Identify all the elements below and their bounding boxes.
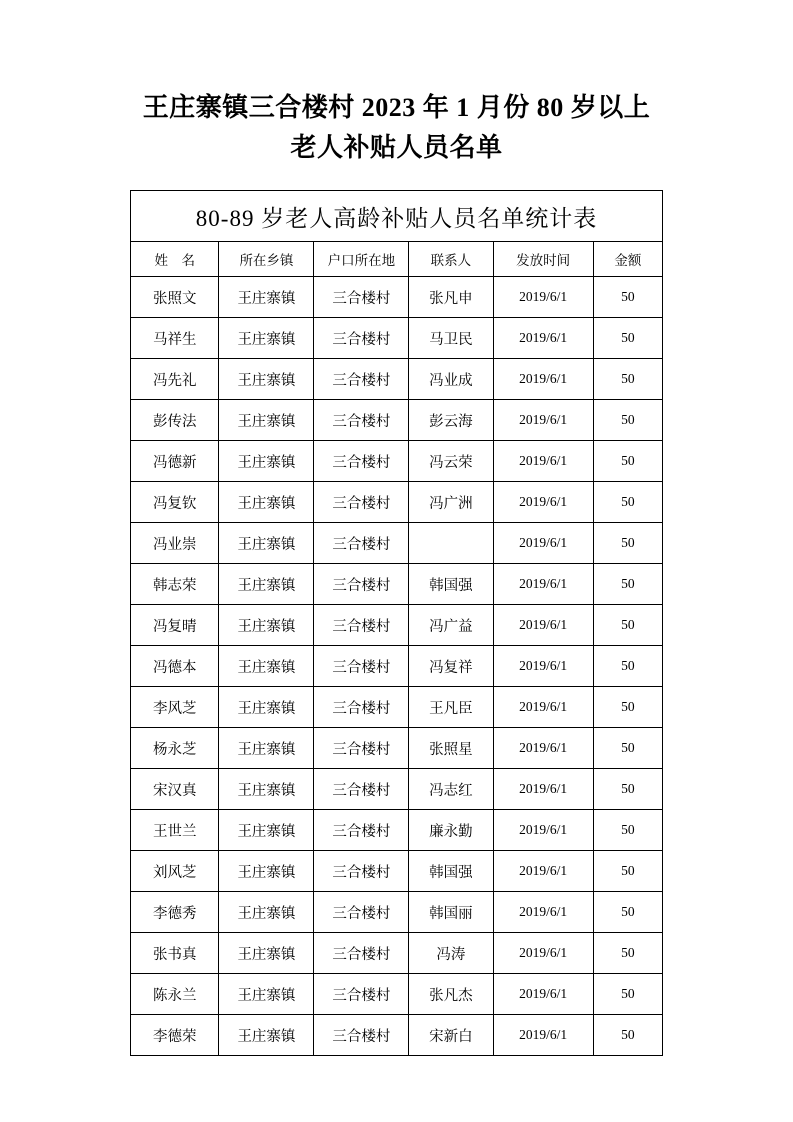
cell-amount: 50	[593, 933, 662, 974]
cell-town: 王庄寨镇	[219, 892, 314, 933]
cell-town: 王庄寨镇	[219, 974, 314, 1015]
cell-residence: 三合楼村	[314, 728, 409, 769]
cell-amount: 50	[593, 277, 662, 318]
table-body	[131, 191, 663, 1056]
cell-contact	[409, 523, 493, 564]
cell-town: 王庄寨镇	[219, 933, 314, 974]
table-row	[131, 974, 663, 1015]
column-header-amount: 金额	[593, 242, 662, 277]
table-row	[131, 728, 663, 769]
page-title-line-2: 老人补贴人员名单	[290, 133, 503, 162]
table-header-row	[131, 242, 663, 277]
table-row	[131, 605, 663, 646]
cell-town: 王庄寨镇	[219, 810, 314, 851]
column-header-town: 所在乡镇	[219, 242, 314, 277]
cell-town: 王庄寨镇	[219, 482, 314, 523]
cell-residence: 三合楼村	[314, 810, 409, 851]
cell-date: 2019/6/1	[493, 851, 593, 892]
table-row	[131, 523, 663, 564]
cell-residence: 三合楼村	[314, 277, 409, 318]
cell-contact: 韩国强	[409, 851, 493, 892]
table-row	[131, 318, 663, 359]
cell-town: 王庄寨镇	[219, 769, 314, 810]
cell-town: 王庄寨镇	[219, 728, 314, 769]
cell-name: 张照文	[131, 277, 219, 318]
cell-date: 2019/6/1	[493, 400, 593, 441]
cell-date: 2019/6/1	[493, 482, 593, 523]
cell-date: 2019/6/1	[493, 810, 593, 851]
cell-residence: 三合楼村	[314, 851, 409, 892]
cell-town: 王庄寨镇	[219, 359, 314, 400]
cell-amount: 50	[593, 523, 662, 564]
cell-name: 韩志荣	[131, 564, 219, 605]
table-row	[131, 1015, 663, 1056]
table-row	[131, 441, 663, 482]
cell-contact: 冯志红	[409, 769, 493, 810]
cell-name: 冯业崇	[131, 523, 219, 564]
table-row	[131, 564, 663, 605]
table-caption-row	[131, 191, 663, 242]
cell-residence: 三合楼村	[314, 523, 409, 564]
cell-name: 刘风芝	[131, 851, 219, 892]
cell-contact: 冯广益	[409, 605, 493, 646]
table-row	[131, 482, 663, 523]
cell-date: 2019/6/1	[493, 564, 593, 605]
cell-contact: 张凡申	[409, 277, 493, 318]
cell-date: 2019/6/1	[493, 277, 593, 318]
cell-date: 2019/6/1	[493, 359, 593, 400]
cell-date: 2019/6/1	[493, 933, 593, 974]
cell-amount: 50	[593, 646, 662, 687]
table-row	[131, 687, 663, 728]
cell-date: 2019/6/1	[493, 892, 593, 933]
cell-date: 2019/6/1	[493, 318, 593, 359]
table-row	[131, 769, 663, 810]
cell-residence: 三合楼村	[314, 359, 409, 400]
cell-date: 2019/6/1	[493, 769, 593, 810]
cell-contact: 张凡杰	[409, 974, 493, 1015]
table-caption: 80-89 岁老人高龄补贴人员名单统计表	[131, 191, 663, 242]
cell-name: 冯先礼	[131, 359, 219, 400]
table-row	[131, 933, 663, 974]
cell-residence: 三合楼村	[314, 605, 409, 646]
cell-town: 王庄寨镇	[219, 646, 314, 687]
table-row	[131, 277, 663, 318]
cell-contact: 彭云海	[409, 400, 493, 441]
cell-amount: 50	[593, 400, 662, 441]
cell-contact: 张照星	[409, 728, 493, 769]
cell-name: 马祥生	[131, 318, 219, 359]
cell-date: 2019/6/1	[493, 1015, 593, 1056]
cell-contact: 冯云荣	[409, 441, 493, 482]
cell-town: 王庄寨镇	[219, 318, 314, 359]
cell-date: 2019/6/1	[493, 728, 593, 769]
cell-name: 彭传法	[131, 400, 219, 441]
cell-town: 王庄寨镇	[219, 400, 314, 441]
column-header-name: 姓 名	[131, 242, 219, 277]
cell-contact: 韩国丽	[409, 892, 493, 933]
cell-name: 张书真	[131, 933, 219, 974]
table-row	[131, 400, 663, 441]
cell-name: 冯德新	[131, 441, 219, 482]
cell-residence: 三合楼村	[314, 933, 409, 974]
cell-residence: 三合楼村	[314, 687, 409, 728]
cell-residence: 三合楼村	[314, 892, 409, 933]
cell-amount: 50	[593, 810, 662, 851]
cell-date: 2019/6/1	[493, 646, 593, 687]
cell-amount: 50	[593, 605, 662, 646]
cell-amount: 50	[593, 974, 662, 1015]
column-header-date: 发放时间	[493, 242, 593, 277]
cell-name: 杨永芝	[131, 728, 219, 769]
cell-date: 2019/6/1	[493, 523, 593, 564]
cell-contact: 冯业成	[409, 359, 493, 400]
column-header-contact: 联系人	[409, 242, 493, 277]
table-row	[131, 892, 663, 933]
cell-amount: 50	[593, 482, 662, 523]
cell-residence: 三合楼村	[314, 482, 409, 523]
cell-date: 2019/6/1	[493, 974, 593, 1015]
cell-amount: 50	[593, 564, 662, 605]
page-title-line-1: 王庄寨镇三合楼村 2023 年 1 月份 80 岁以上	[142, 93, 651, 122]
cell-town: 王庄寨镇	[219, 851, 314, 892]
column-header-residence: 户口所在地	[314, 242, 409, 277]
cell-name: 王世兰	[131, 810, 219, 851]
cell-residence: 三合楼村	[314, 769, 409, 810]
cell-amount: 50	[593, 359, 662, 400]
cell-amount: 50	[593, 441, 662, 482]
cell-town: 王庄寨镇	[219, 523, 314, 564]
cell-date: 2019/6/1	[493, 605, 593, 646]
cell-contact: 宋新白	[409, 1015, 493, 1056]
cell-residence: 三合楼村	[314, 400, 409, 441]
cell-town: 王庄寨镇	[219, 605, 314, 646]
cell-contact: 冯涛	[409, 933, 493, 974]
cell-residence: 三合楼村	[314, 318, 409, 359]
cell-name: 李德秀	[131, 892, 219, 933]
cell-contact: 王凡臣	[409, 687, 493, 728]
cell-name: 陈永兰	[131, 974, 219, 1015]
cell-residence: 三合楼村	[314, 441, 409, 482]
page-title	[97, 88, 697, 168]
cell-town: 王庄寨镇	[219, 687, 314, 728]
cell-contact: 马卫民	[409, 318, 493, 359]
cell-town: 王庄寨镇	[219, 277, 314, 318]
table-row	[131, 359, 663, 400]
cell-amount: 50	[593, 769, 662, 810]
cell-contact: 廉永勤	[409, 810, 493, 851]
cell-name: 冯德本	[131, 646, 219, 687]
table-row	[131, 851, 663, 892]
cell-residence: 三合楼村	[314, 646, 409, 687]
cell-town: 王庄寨镇	[219, 1015, 314, 1056]
cell-residence: 三合楼村	[314, 564, 409, 605]
table-row	[131, 646, 663, 687]
cell-residence: 三合楼村	[314, 1015, 409, 1056]
table-row	[131, 810, 663, 851]
cell-contact: 冯广洲	[409, 482, 493, 523]
cell-date: 2019/6/1	[493, 687, 593, 728]
cell-amount: 50	[593, 892, 662, 933]
cell-amount: 50	[593, 687, 662, 728]
cell-town: 王庄寨镇	[219, 564, 314, 605]
cell-name: 冯复晴	[131, 605, 219, 646]
cell-contact: 韩国强	[409, 564, 493, 605]
cell-name: 李德荣	[131, 1015, 219, 1056]
cell-amount: 50	[593, 318, 662, 359]
cell-name: 冯复钦	[131, 482, 219, 523]
cell-name: 李风芝	[131, 687, 219, 728]
cell-residence: 三合楼村	[314, 974, 409, 1015]
cell-date: 2019/6/1	[493, 441, 593, 482]
cell-amount: 50	[593, 851, 662, 892]
cell-amount: 50	[593, 1015, 662, 1056]
cell-town: 王庄寨镇	[219, 441, 314, 482]
table-container	[60, 190, 733, 1056]
cell-name: 宋汉真	[131, 769, 219, 810]
cell-contact: 冯复祥	[409, 646, 493, 687]
subsidy-table	[130, 190, 663, 1056]
cell-amount: 50	[593, 728, 662, 769]
